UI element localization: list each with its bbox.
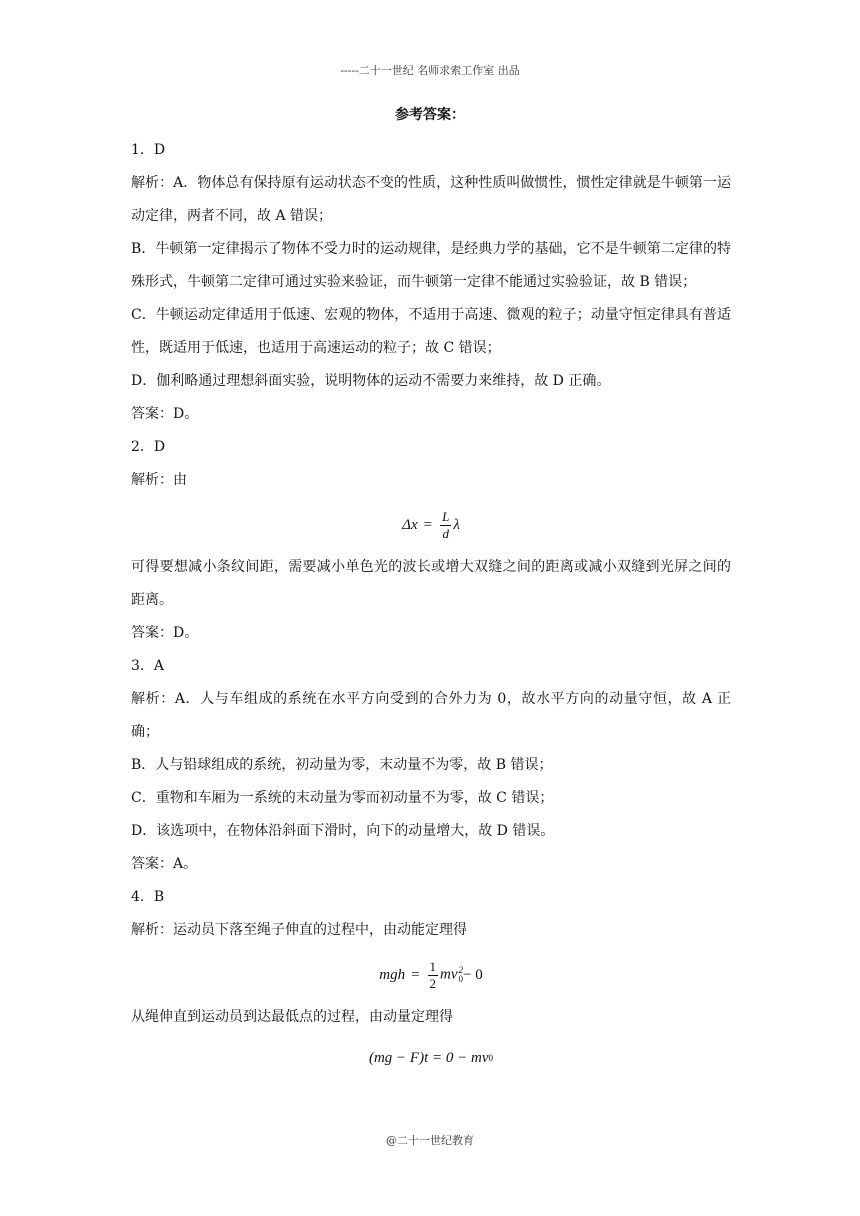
formula-term-base: mv	[440, 966, 458, 983]
page-title: 参考答案：	[395, 107, 465, 123]
formula-equals: =	[423, 516, 433, 533]
page-header: -----二十一世纪 名师求索工作室 出品	[340, 64, 520, 77]
formula-subscript: 0	[488, 1052, 493, 1063]
fraction-denominator: 2	[429, 975, 437, 991]
q3-line: D．该选项中，在物体沿斜面下滑时，向下的动量增大，故 D 错误。	[131, 823, 555, 839]
q4-formula-momentum	[131, 1040, 731, 1076]
page-footer: @二十一世纪教育	[386, 1134, 474, 1147]
formula-tail: λ	[453, 516, 460, 533]
q1-answer: 答案：D。	[131, 406, 199, 422]
q2-intro: 解析：由	[131, 472, 187, 488]
q3-line: 解析：A．人与车组成的系统在水平方向受到的合外力为 0，故水平方向的动量守恒，故 A 正确；	[131, 691, 731, 740]
formula-text: (mg − F)t = 0 − mv	[368, 1049, 489, 1066]
formula-rest: − 0	[463, 966, 483, 983]
formula-lhs: Δx	[402, 516, 418, 533]
q1-line: B．牛顿第一定律揭示了物体不受力时的运动规律，是经典力学的基础，它不是牛顿第二定律的特殊形式，牛顿第二定律可通过实验来验证，而牛顿第一定律不能通过实验验证，故 B 错误；	[131, 241, 731, 290]
fraction-numerator: 1	[429, 958, 437, 974]
q1-number: 1．D	[131, 142, 166, 158]
document-body	[131, 134, 731, 1080]
q2-answer: 答案：D。	[131, 625, 199, 641]
formula-fraction	[428, 959, 439, 992]
formula-lhs: mgh	[379, 966, 406, 983]
formula-term	[440, 966, 463, 984]
q4-intro: 解析：运动员下落至绳子伸直的过程中，由动能定理得	[131, 922, 467, 938]
q1-line: 解析：A．物体总有保持原有运动状态不变的性质，这种性质叫做惯性，惯性定律就是牛顿第一运动定律，两者不同，故 A 错误；	[131, 175, 731, 224]
formula-equals: =	[411, 966, 420, 983]
formula-superscript: 2	[458, 965, 464, 975]
q1-line: D．伽利略通过理想斜面实验，说明物体的运动不需要力来维持，故 D 正确。	[131, 373, 611, 389]
q4-number: 4．B	[131, 889, 165, 905]
fraction-denominator: d	[442, 525, 449, 541]
q3-line: C．重物和车厢为一系统的末动量为零而初动量不为零，故 C 错误；	[131, 790, 554, 806]
q4-mid: 从绳伸直到运动员到达最低点的过程，由动量定理得	[131, 1009, 453, 1025]
q2-number: 2．D	[131, 439, 166, 455]
q3-line: B．人与铅球组成的系统，初动量为零，末动量不为零，故 B 错误；	[131, 757, 553, 773]
q1-line: C．牛顿运动定律适用于低速、宏观的物体，不适用于高速、微观的粒子；动量守恒定律具有普适性，既适用于低速，也适用于高速运动的粒子；故 C 错误；	[131, 307, 731, 356]
formula-fraction	[440, 509, 451, 542]
q4-formula-energy	[131, 953, 731, 997]
formula-subscript: 0	[458, 974, 464, 984]
q2-explanation: 可得要想减小条纹间距，需要减小单色光的波长或增大双缝之间的距离或减小双缝到光屏之间的距离。	[131, 559, 731, 608]
q3-number: 3．A	[131, 658, 165, 674]
q2-formula	[131, 503, 731, 547]
fraction-numerator: L	[442, 508, 450, 524]
q3-answer: 答案：A。	[131, 856, 198, 872]
